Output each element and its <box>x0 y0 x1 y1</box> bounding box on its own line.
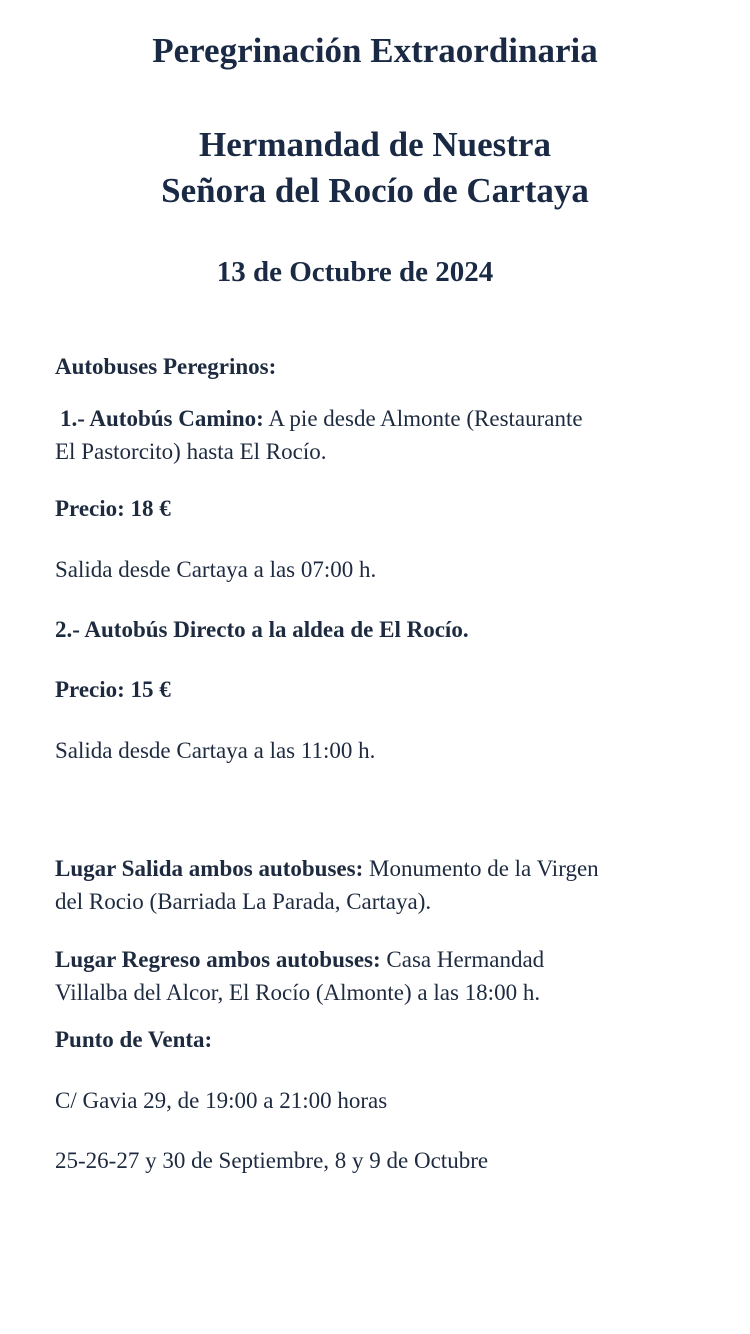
departure-place-label: Lugar Salida ambos autobuses: <box>55 856 364 881</box>
sales-address: C/ Gavia 29, de 19:00 a 21:00 horas <box>55 1088 388 1113</box>
bus-1-departure: Salida desde Cartaya a las 07:00 h. <box>55 557 377 582</box>
event-date: 13 de Octubre de 2024 <box>216 256 494 288</box>
subtitle-line-1: Hermandad de Nuestra <box>199 125 551 164</box>
bus-1-desc-line-1: A pie desde Almonte (Restaurante <box>268 406 583 431</box>
departure-place-line-1: Monumento de la Virgen <box>369 856 599 881</box>
sales-point-label: Punto de Venta: <box>55 1027 213 1052</box>
bus-2-departure: Salida desde Cartaya a las 11:00 h. <box>55 738 376 763</box>
return-place-line-2: Villalba del Alcor, El Rocío (Almonte) a las 18:00 h. <box>55 980 541 1005</box>
bus-1-label: 1.- Autobús Camino: <box>60 406 264 431</box>
subtitle-line-2: Señora del Rocío de Cartaya <box>161 171 589 210</box>
departure-place-line-2: del Rocio (Barriada La Parada, Cartaya). <box>55 889 432 914</box>
bus-2-label: 2.- Autobús Directo a la aldea de El Rocío. <box>55 617 469 642</box>
bus-1-description <box>55 402 705 468</box>
page-title: Peregrinación Extraordinaria <box>152 31 598 70</box>
sales-dates: 25-26-27 y 30 de Septiembre, 8 y 9 de Octubre <box>55 1148 489 1173</box>
return-place-line-1: Casa Hermandad <box>386 947 545 972</box>
departure-place <box>55 852 705 918</box>
section-heading: Autobuses Peregrinos: <box>55 354 277 379</box>
bus-1-desc-line-2: El Pastorcito) hasta El Rocío. <box>55 439 327 464</box>
return-place <box>55 943 705 1009</box>
bus-1-price: Precio: 18 € <box>55 496 171 521</box>
bus-2-price: Precio: 15 € <box>55 677 171 702</box>
return-place-label: Lugar Regreso ambos autobuses: <box>55 947 381 972</box>
